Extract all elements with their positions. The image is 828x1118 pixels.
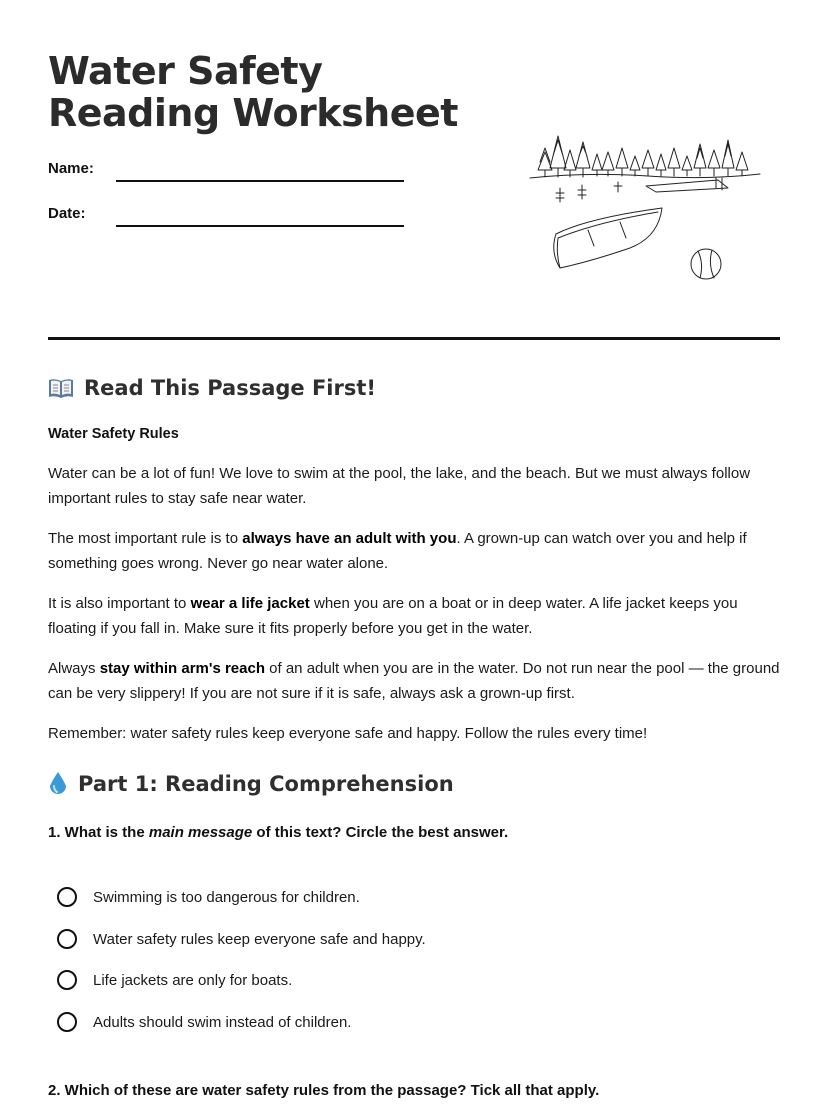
key-rule-life-jacket: wear a life jacket	[190, 595, 310, 612]
date-field[interactable]	[116, 225, 404, 227]
part1-heading-text: Part 1: Reading Comprehension	[78, 772, 454, 796]
radio-circle[interactable]	[57, 970, 77, 990]
passage-paragraph-1	[48, 462, 783, 511]
beach-ball	[691, 249, 721, 279]
passage-paragraph-2	[48, 527, 783, 576]
header-divider	[48, 337, 780, 340]
radio-circle[interactable]	[57, 1012, 77, 1032]
paragraph-text: Remember: water safety rules keep everyone safe and happy. Follow the rules every time!	[48, 725, 648, 742]
date-label: Date:	[48, 205, 86, 222]
q1-option-1[interactable]	[57, 887, 360, 907]
option-label: Life jackets are only for boats.	[93, 971, 293, 989]
option-label: Water safety rules keep everyone safe and happy.	[93, 930, 426, 948]
q1-option-3[interactable]	[57, 970, 292, 990]
key-rule-arms-reach: stay within arm's reach	[99, 660, 265, 677]
open-book-icon	[48, 377, 74, 399]
lake-canoe-beachball-illustration	[528, 122, 764, 284]
q1-option-2[interactable]	[57, 929, 426, 949]
passage-heading-text: Read This Passage First!	[84, 376, 376, 400]
passage-heading	[48, 376, 376, 400]
passage-paragraph-3	[48, 592, 783, 641]
passage-title: Water Safety Rules	[48, 426, 179, 442]
water-drop-icon	[48, 771, 68, 797]
tree-line	[530, 136, 760, 178]
part1-heading	[48, 771, 454, 797]
name-label: Name:	[48, 160, 94, 177]
reeds	[556, 182, 622, 202]
paragraph-text: It is also important to	[48, 595, 191, 612]
paragraph-text: Always	[48, 660, 100, 677]
paragraph-text: when you are on a boat or in deep water. A life jacket keeps you floating if you fall in. Make sure it fits properly before you get in the water.	[48, 595, 738, 637]
question-1	[48, 824, 508, 841]
question-emphasis: main message	[148, 824, 253, 841]
radio-circle[interactable]	[57, 887, 77, 907]
question-text: 1. What is the	[48, 824, 149, 841]
paragraph-text: of an adult when you are in the water. Do not run near the pool — the ground can be very slippery! If you are not sure if it is safe, always ask a grown-up first.	[48, 660, 780, 702]
passage-paragraph-5	[48, 722, 783, 747]
key-rule-adult: always have an adult with you	[242, 530, 457, 547]
question-text: of this text? Circle the best answer.	[252, 824, 509, 841]
option-label: Adults should swim instead of children.	[93, 1013, 352, 1031]
paragraph-text: . A grown-up can watch over you and help if something goes wrong. Never go near water alone.	[48, 530, 747, 572]
passage-paragraph-4	[48, 657, 783, 706]
canoe	[554, 208, 662, 268]
worksheet-title: Water Safety Reading Worksheet	[48, 49, 458, 135]
radio-circle[interactable]	[57, 929, 77, 949]
question-2: 2. Which of these are water safety rules from the passage? Tick all that apply.	[48, 1082, 600, 1099]
name-field[interactable]	[116, 180, 404, 182]
paragraph-text: The most important rule is to	[48, 530, 243, 547]
paragraph-text: Water can be a lot of fun! We love to swim at the pool, the lake, and the beach. But we must always follow important rules to stay safe near water.	[48, 465, 751, 507]
option-label: Swimming is too dangerous for children.	[93, 888, 360, 906]
q1-option-4[interactable]	[57, 1012, 351, 1032]
